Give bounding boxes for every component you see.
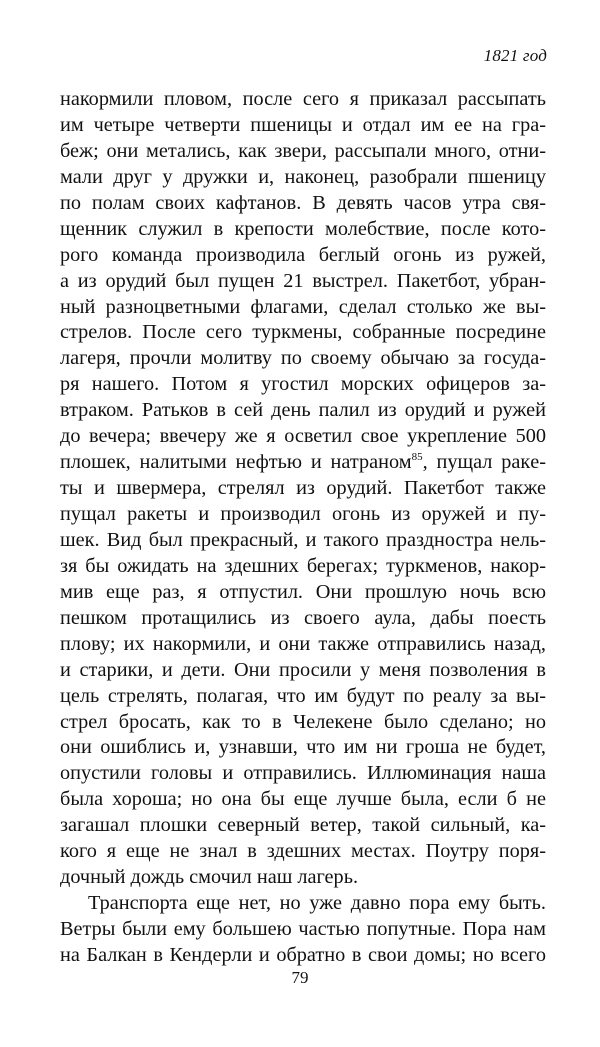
text-line: щенник служил в крепости молебствие, после кото- [60,217,546,240]
text-line: пешком протащились из своего аула, дабы поесть [60,606,546,629]
text-line: они ошиблись и, узнавши, что им ни гроша не будет, [60,736,546,759]
text-line: а из орудий был пущен 21 выстрел. Пакетбот, убран- [60,269,546,292]
text-line: на Балкан в Кендерли и обратно в свои домы; но всего [60,943,546,966]
text-line: мив еще раз, я отпустил. Они прошлую ночь всю [60,580,546,603]
text-line: пущал ракеты и производил огонь из оружей и пу- [60,503,546,525]
text-line: рого команда производила беглый огонь из ружей, [60,243,546,266]
text-line: плошек, налитыми нефтью и натраном$^{85}$, пущал ракe- [60,451,546,474]
text-line: накормили пловом, после сего я приказал рассыпать [60,88,546,110]
text-line: Транспорта еще нет, но уже давно пора ему быть. [88,892,546,915]
text-line: до вечера; ввечеру же я осветил свое укрепление 500 [60,425,546,448]
text-line: была хороша; но она бы еще лучше была, если б не [60,788,546,811]
text-line: ря нашего. Потом я угостил морских офицеров за- [60,373,546,396]
running-head: 1821 год [483,46,547,65]
footnote-marker[interactable]: 85 [411,451,423,464]
text-line: зя бы ожидать на здешних берегах; туркменов, накор- [60,554,546,577]
text-line: мали друг у дружки и, наконец, разобрали пшеницу [60,165,546,188]
text-line: беж; они метались, как звери, рассыпали много, отни- [60,139,546,162]
page-number: 79 [291,968,309,987]
text-line: им четыре четверти пшеницы и отдал им ее на гра- [60,113,546,136]
body-text [60,87,546,969]
text-line: ный разноцветными флагами, сделал столько же вы- [60,295,546,318]
text-line: плову; их накормили, и они также отправились назад, [60,632,546,655]
text-line: стрелов. После сего туркмены, собранные посредине [60,321,546,344]
text-line: шек. Вид был прекрасный, и такого праздностра нель- [60,528,546,551]
text-line: Ветры были ему большею частью попутные. Пора нам [60,918,546,940]
text-line: лагеря, прочли молитву по своему обычаю за госуда- [60,347,546,370]
text-line: загашал плошки северный ветер, такой сильный, ка- [60,814,546,837]
text-line: стрел бросать, как то в Челекене было сделано; но [60,710,546,733]
text-line: ты и швермера, стрелял из орудий. Пакетбот также [60,477,546,500]
text-line: цель стрелять, полагая, что им будут по реалу за вы- [60,684,546,707]
text-line: и старики, и дети. Они просили у меня позволения в [60,658,546,681]
text-line: опустили головы и отправились. Иллюминация наша [60,762,546,785]
text-line: по полам своих кафтанов. В девять часов утра свя- [60,191,546,214]
text-line: втраком. Ратьков в сей день палил из орудий и ружей [60,399,546,422]
text-line: кого я еще не знал в здешних местах. Поутру поря- [60,840,546,863]
text-line: дочный дождь смочил наш лагерь. [60,866,359,889]
